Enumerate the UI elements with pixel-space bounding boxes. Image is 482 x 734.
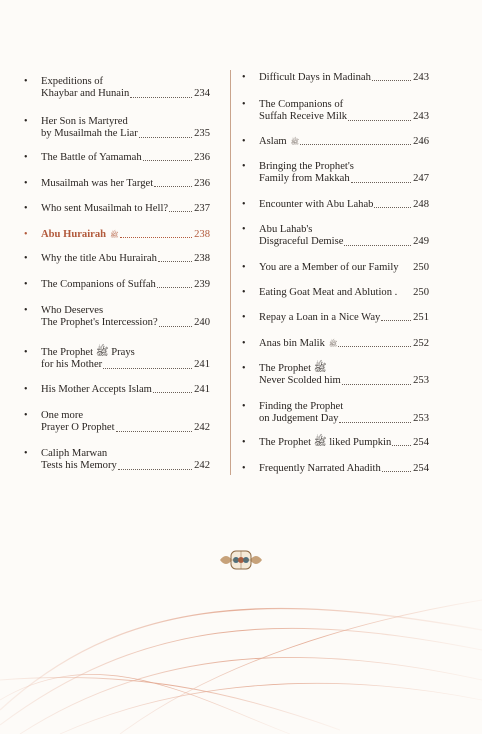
toc-entry-title: Abu Lahab's (259, 224, 313, 235)
dot-leader (154, 186, 192, 187)
bullet-icon: • (24, 116, 28, 127)
toc-entry-title: by Musailmah the Liar (41, 128, 138, 140)
toc-entry[interactable] (242, 463, 429, 475)
toc-entry-title: Frequently Narrated Ahadith (259, 463, 381, 474)
bullet-icon: • (24, 305, 28, 316)
toc-entry-title: for his Mother (41, 359, 103, 371)
bullet-icon: • (24, 347, 28, 358)
bullet-icon: • (242, 262, 246, 273)
toc-page-number: 239 (194, 279, 210, 290)
bullet-icon: • (242, 401, 246, 412)
toc-entry[interactable] (242, 363, 429, 388)
toc-page-number: 242 (194, 422, 210, 434)
toc-page-number: 236 (194, 152, 210, 163)
bullet-icon: • (24, 279, 28, 290)
toc-entry-title: Expeditions of (41, 76, 104, 87)
dot-leader (139, 137, 192, 138)
toc-entry[interactable] (24, 229, 210, 241)
honorific-glyph: ﷺ (328, 340, 338, 348)
toc-entry[interactable] (242, 72, 429, 84)
toc-entry[interactable] (24, 178, 210, 190)
toc-entry-title: Prayer O Prophet (41, 422, 115, 434)
dot-leader (118, 469, 192, 470)
toc-entry[interactable] (24, 448, 210, 473)
dot-leader (116, 431, 193, 432)
bullet-icon: • (242, 224, 246, 235)
toc-entry-title: Abu Hurairah (41, 229, 107, 240)
dot-leader (382, 471, 411, 472)
bullet-icon: • (24, 410, 28, 421)
dot-leader (338, 346, 411, 347)
dot-leader (157, 287, 192, 288)
toc-entry-title: Why the title Abu Hurairah (41, 253, 157, 264)
dot-leader (158, 261, 192, 262)
toc-page-number: 253 (413, 375, 429, 387)
toc-entry-title: Difficult Days in Madinah (259, 72, 371, 83)
bullet-icon: • (242, 463, 246, 474)
toc-entry[interactable] (24, 152, 210, 164)
toc-entry-title: Family from Makkah (259, 173, 350, 185)
dot-leader (348, 120, 411, 121)
bullet-icon: • (24, 448, 28, 459)
toc-entry[interactable] (242, 224, 429, 249)
toc-entry[interactable] (242, 312, 429, 324)
dot-leader (159, 326, 192, 327)
decorative-swirl (0, 560, 482, 734)
toc-entry-title: Aslam (259, 136, 287, 147)
toc-entry[interactable] (24, 410, 210, 435)
dot-leader (374, 207, 411, 208)
dot-leader (300, 144, 411, 145)
dot-leader (339, 422, 411, 423)
bullet-icon: • (242, 136, 246, 147)
toc-entry[interactable] (24, 305, 210, 330)
bullet-icon: • (242, 437, 246, 448)
honorific-glyph: ﷺ (110, 231, 119, 239)
toc-entry[interactable] (242, 136, 429, 148)
bullet-icon: • (242, 363, 246, 374)
toc-entry-title: The Prophet ﷺ Prays (41, 347, 135, 358)
toc-page-number: 234 (194, 88, 210, 100)
toc-entry-title: Never Scolded him (259, 375, 341, 387)
toc-entry-title: The Companions of Suffah (41, 279, 156, 290)
dot-leader (169, 211, 192, 212)
toc-entry-title: Who Deserves (41, 305, 104, 316)
toc-entry-title: Musailmah was her Target (41, 178, 154, 189)
dot-leader (342, 384, 411, 385)
toc-entry[interactable] (24, 253, 210, 265)
toc-entry[interactable] (242, 338, 429, 350)
toc-page-number: 237 (194, 203, 210, 214)
toc-entry-title: The Battle of Yamamah (41, 152, 142, 163)
toc-entry[interactable] (242, 99, 429, 124)
toc-entry[interactable] (24, 203, 210, 215)
toc-entry-title: Suffah Receive Milk (259, 111, 348, 123)
bullet-icon: • (242, 99, 246, 110)
toc-page-number: 248 (413, 199, 429, 210)
column-divider (230, 70, 231, 475)
toc-entry-title: Bringing the Prophet's (259, 161, 354, 172)
toc-entry[interactable] (242, 161, 429, 186)
bullet-icon: • (242, 338, 246, 349)
toc-entry[interactable] (242, 287, 429, 299)
bullet-icon: • (24, 76, 28, 87)
toc-entry[interactable] (242, 437, 429, 449)
toc-page-number: 254 (413, 463, 429, 474)
toc-entry-title: Tests his Memory (41, 460, 117, 472)
toc-entry-title: Caliph Marwan (41, 448, 108, 459)
toc-entry[interactable] (24, 279, 210, 291)
toc-entry[interactable] (242, 199, 429, 211)
toc-page-number: 250 (413, 287, 429, 298)
toc-page-number: 254 (413, 437, 429, 448)
toc-entry-title: Who sent Musailmah to Hell? (41, 203, 169, 214)
toc-page-number: 241 (194, 384, 210, 395)
bullet-icon: • (242, 72, 246, 83)
toc-page-number: 246 (413, 136, 429, 147)
toc-entry[interactable] (242, 401, 429, 426)
toc-entry[interactable] (242, 262, 429, 274)
toc-page-number: 250 (413, 262, 429, 273)
bullet-icon: • (24, 253, 28, 264)
bullet-icon: • (242, 287, 246, 298)
dot-leader (130, 97, 192, 98)
dot-leader (381, 320, 411, 321)
toc-entry[interactable] (24, 116, 210, 141)
dot-leader (344, 245, 411, 246)
bullet-icon: • (24, 178, 28, 189)
toc-entry-title: The Companions of (259, 99, 344, 110)
toc-page-number: 241 (194, 359, 210, 371)
toc-entry-title: The Prophet ﷺ (259, 363, 327, 374)
bullet-icon: • (24, 229, 28, 240)
dot-leader (103, 368, 192, 369)
toc-entry-title: The Prophet's Intercession? (41, 317, 158, 329)
bullet-icon: • (242, 199, 246, 210)
toc-entry-title: on Judgement Day (259, 413, 339, 425)
toc-page-number: 243 (413, 111, 429, 123)
toc-page-number: 249 (413, 236, 429, 248)
dot-leader (392, 445, 411, 446)
bullet-icon: • (24, 152, 28, 163)
toc-entry-title: Encounter with Abu Lahab (259, 199, 374, 210)
toc-entry-title: Finding the Prophet (259, 401, 344, 412)
toc-entry-title: His Mother Accepts Islam (41, 384, 152, 395)
dot-leader (120, 237, 193, 238)
toc-page-number: 243 (413, 72, 429, 83)
toc-entry-title: Anas bin Malik (259, 338, 325, 349)
bullet-icon: • (242, 161, 246, 172)
toc-entry-title: One more (41, 410, 84, 421)
toc-entry-title: Eating Goat Meat and Ablution . (259, 287, 398, 298)
toc-page-number: 236 (194, 178, 210, 189)
toc-entry[interactable] (24, 384, 210, 396)
toc-page-number: 252 (413, 338, 429, 349)
toc-entry[interactable] (24, 347, 210, 372)
dot-leader (143, 160, 192, 161)
toc-page-number: 238 (194, 229, 210, 240)
toc-page-number: 251 (413, 312, 429, 323)
toc-entry-title: Repay a Loan in a Nice Way (259, 312, 381, 323)
toc-entry-title: You are a Member of our Family (259, 262, 399, 273)
toc-entry-title: The Prophet ﷺ liked Pumpkin (259, 437, 392, 448)
dot-leader (372, 80, 411, 81)
toc-entry-title: Her Son is Martyred (41, 116, 128, 127)
bullet-icon: • (24, 203, 28, 214)
dot-leader (153, 392, 192, 393)
toc-entry[interactable] (24, 76, 210, 101)
toc-page-number: 240 (194, 317, 210, 329)
toc-page-number: 242 (194, 460, 210, 472)
bullet-icon: • (24, 384, 28, 395)
toc-page-number: 238 (194, 253, 210, 264)
toc-page-number: 253 (413, 413, 429, 425)
bullet-icon: • (242, 312, 246, 323)
toc-entry-title: Khaybar and Hunain (41, 88, 130, 100)
toc-page-number: 247 (413, 173, 429, 185)
toc-page-number: 235 (194, 128, 210, 140)
dot-leader (351, 182, 411, 183)
toc-entry-title: Disgraceful Demise (259, 236, 344, 248)
honorific-glyph: ﷺ (290, 138, 300, 146)
